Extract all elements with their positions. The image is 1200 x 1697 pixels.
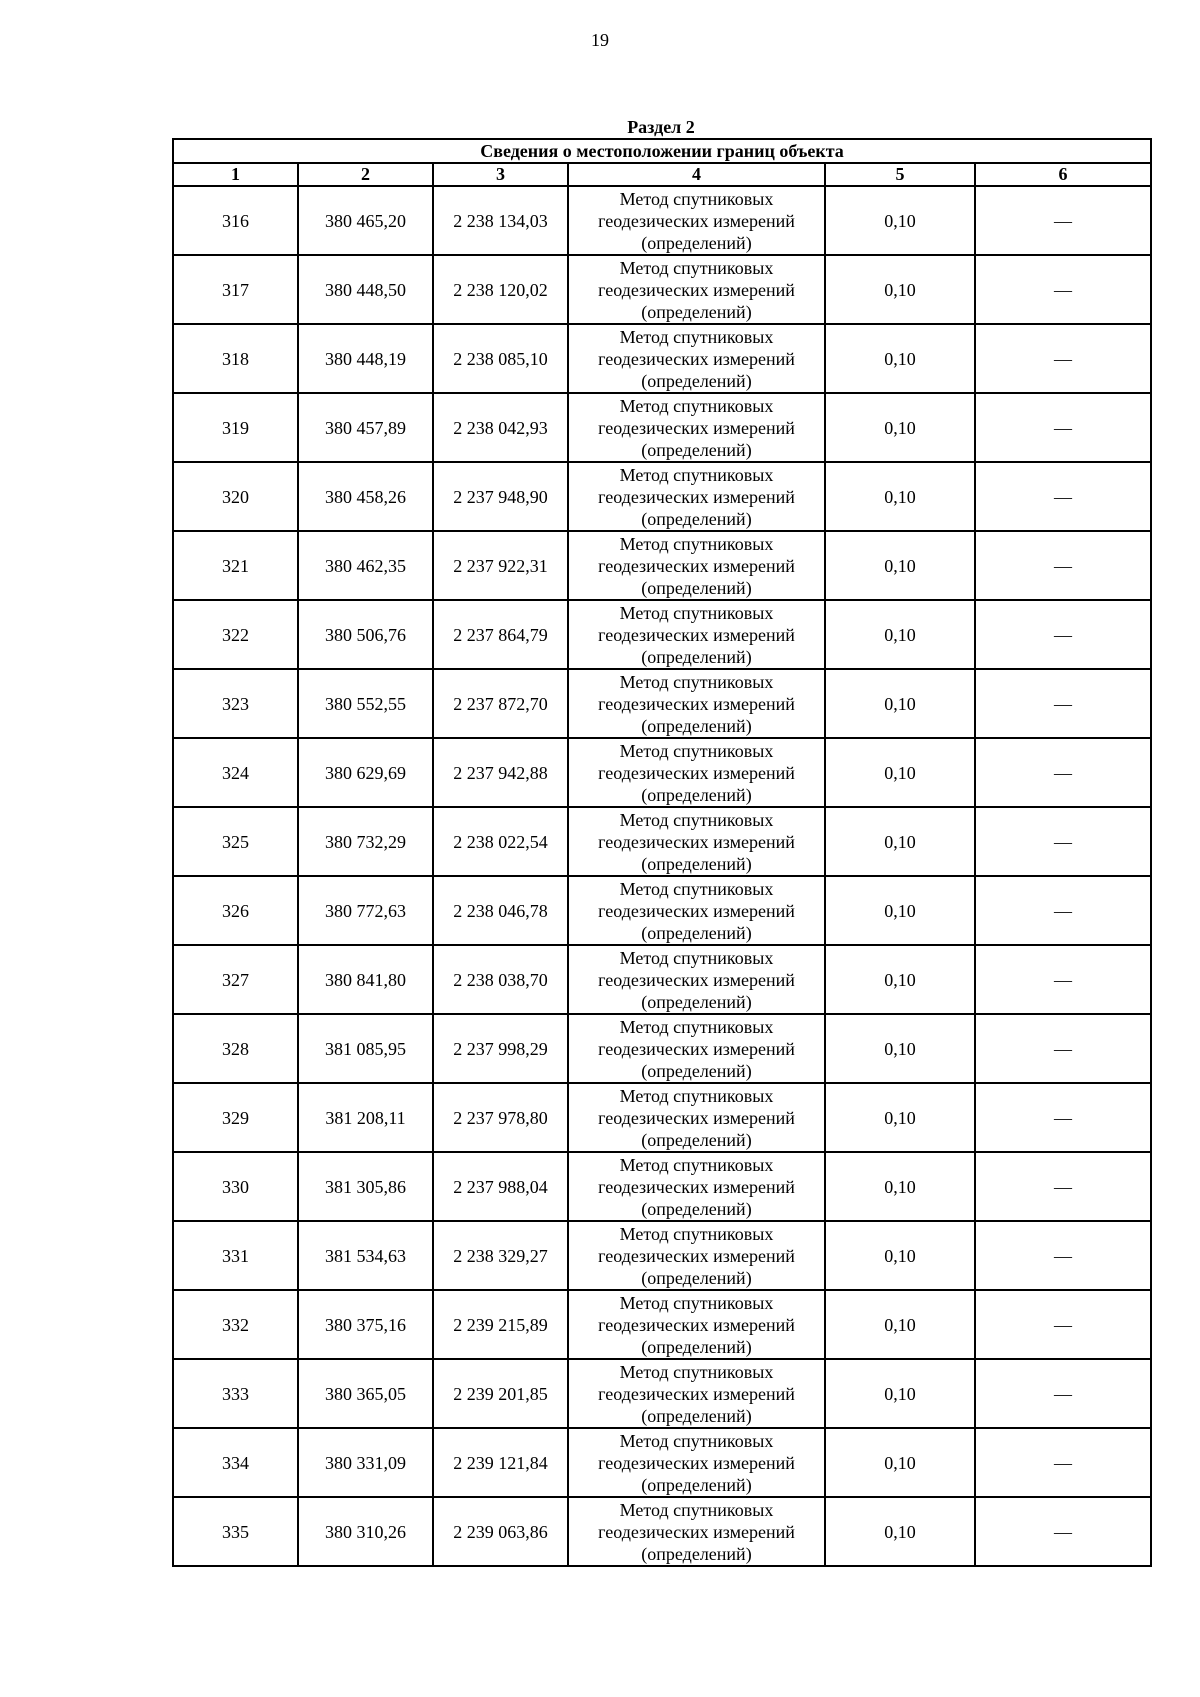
method-line: Метод спутниковых	[619, 1154, 774, 1175]
x-coordinate-cell: 380 365,05	[298, 1359, 433, 1428]
method-line: (определений)	[641, 1336, 752, 1357]
y-coordinate-cell: 2 237 978,80	[433, 1083, 568, 1152]
method-cell	[568, 600, 825, 669]
method-line: (определений)	[641, 232, 752, 253]
method-cell	[568, 1014, 825, 1083]
section-title: Раздел 2	[627, 117, 695, 137]
note-cell: —	[975, 807, 1151, 876]
method-cell	[568, 807, 825, 876]
method-cell	[568, 462, 825, 531]
point-number-cell: 321	[173, 531, 298, 600]
method-line: геодезических измерений	[598, 1452, 795, 1473]
table-row	[173, 1359, 1151, 1428]
table-row	[173, 462, 1151, 531]
table-row	[173, 1497, 1151, 1566]
point-number-cell: 333	[173, 1359, 298, 1428]
point-number-cell: 326	[173, 876, 298, 945]
table-row	[173, 255, 1151, 324]
method-line: геодезических измерений	[598, 486, 795, 507]
method-line: Метод спутниковых	[619, 1430, 774, 1451]
method-cell	[568, 876, 825, 945]
method-cell	[568, 1497, 825, 1566]
method-line: Метод спутниковых	[619, 464, 774, 485]
x-coordinate-cell: 380 506,76	[298, 600, 433, 669]
y-coordinate-cell: 2 237 942,88	[433, 738, 568, 807]
accuracy-cell: 0,10	[825, 186, 975, 255]
point-number-cell: 318	[173, 324, 298, 393]
method-line: геодезических измерений	[598, 1521, 795, 1542]
point-number-cell: 335	[173, 1497, 298, 1566]
note-cell: —	[975, 1290, 1151, 1359]
method-line: (определений)	[641, 646, 752, 667]
method-line: геодезических измерений	[598, 417, 795, 438]
method-line: (определений)	[641, 991, 752, 1012]
note-cell: —	[975, 876, 1151, 945]
method-line: (определений)	[641, 1060, 752, 1081]
table-caption: Сведения о местоположении границ объекта	[173, 139, 1151, 163]
accuracy-cell: 0,10	[825, 1290, 975, 1359]
point-number-cell: 324	[173, 738, 298, 807]
point-number-cell: 320	[173, 462, 298, 531]
note-cell: —	[975, 462, 1151, 531]
method-line: (определений)	[641, 1129, 752, 1150]
note-cell: —	[975, 1152, 1151, 1221]
column-header: 4	[568, 163, 825, 186]
x-coordinate-cell: 380 552,55	[298, 669, 433, 738]
method-line: (определений)	[641, 370, 752, 391]
point-number-cell: 319	[173, 393, 298, 462]
method-line: Метод спутниковых	[619, 809, 774, 830]
method-line: Метод спутниковых	[619, 1499, 774, 1520]
method-line: геодезических измерений	[598, 1245, 795, 1266]
note-cell: —	[975, 1497, 1151, 1566]
point-number-cell: 322	[173, 600, 298, 669]
x-coordinate-cell: 380 375,16	[298, 1290, 433, 1359]
method-line: (определений)	[641, 853, 752, 874]
method-line: (определений)	[641, 439, 752, 460]
column-header: 6	[975, 163, 1151, 186]
method-line: геодезических измерений	[598, 1314, 795, 1335]
x-coordinate-cell: 380 462,35	[298, 531, 433, 600]
y-coordinate-cell: 2 237 948,90	[433, 462, 568, 531]
accuracy-cell: 0,10	[825, 1359, 975, 1428]
accuracy-cell: 0,10	[825, 1497, 975, 1566]
method-line: Метод спутниковых	[619, 1292, 774, 1313]
x-coordinate-cell: 380 448,50	[298, 255, 433, 324]
note-cell: —	[975, 669, 1151, 738]
y-coordinate-cell: 2 238 329,27	[433, 1221, 568, 1290]
method-line: Метод спутниковых	[619, 326, 774, 347]
method-line: геодезических измерений	[598, 831, 795, 852]
accuracy-cell: 0,10	[825, 738, 975, 807]
method-line: Метод спутниковых	[619, 740, 774, 761]
method-line: Метод спутниковых	[619, 602, 774, 623]
method-line: (определений)	[641, 577, 752, 598]
point-number-cell: 323	[173, 669, 298, 738]
accuracy-cell: 0,10	[825, 1221, 975, 1290]
method-line: (определений)	[641, 1474, 752, 1495]
point-number-cell: 316	[173, 186, 298, 255]
method-cell	[568, 1152, 825, 1221]
table-row	[173, 531, 1151, 600]
method-line: (определений)	[641, 1267, 752, 1288]
x-coordinate-cell: 380 732,29	[298, 807, 433, 876]
y-coordinate-cell: 2 238 038,70	[433, 945, 568, 1014]
x-coordinate-cell: 380 448,19	[298, 324, 433, 393]
method-cell	[568, 738, 825, 807]
table-row	[173, 1152, 1151, 1221]
y-coordinate-cell: 2 238 042,93	[433, 393, 568, 462]
method-cell	[568, 324, 825, 393]
method-cell	[568, 186, 825, 255]
accuracy-cell: 0,10	[825, 1428, 975, 1497]
method-cell	[568, 1290, 825, 1359]
note-cell: —	[975, 1221, 1151, 1290]
table-row	[173, 945, 1151, 1014]
y-coordinate-cell: 2 239 201,85	[433, 1359, 568, 1428]
table-row	[173, 1083, 1151, 1152]
point-number-cell: 334	[173, 1428, 298, 1497]
note-cell: —	[975, 1359, 1151, 1428]
x-coordinate-cell: 380 465,20	[298, 186, 433, 255]
point-number-cell: 332	[173, 1290, 298, 1359]
accuracy-cell: 0,10	[825, 393, 975, 462]
point-number-cell: 328	[173, 1014, 298, 1083]
accuracy-cell: 0,10	[825, 462, 975, 531]
x-coordinate-cell: 380 841,80	[298, 945, 433, 1014]
y-coordinate-cell: 2 238 085,10	[433, 324, 568, 393]
method-cell	[568, 945, 825, 1014]
method-cell	[568, 531, 825, 600]
column-header: 2	[298, 163, 433, 186]
table-row	[173, 1014, 1151, 1083]
method-line: Метод спутниковых	[619, 395, 774, 416]
method-line: (определений)	[641, 784, 752, 805]
y-coordinate-cell: 2 237 922,31	[433, 531, 568, 600]
y-coordinate-cell: 2 237 998,29	[433, 1014, 568, 1083]
method-line: Метод спутниковых	[619, 1016, 774, 1037]
note-cell: —	[975, 393, 1151, 462]
x-coordinate-cell: 381 085,95	[298, 1014, 433, 1083]
method-line: геодезических измерений	[598, 624, 795, 645]
note-cell: —	[975, 1428, 1151, 1497]
method-cell	[568, 1083, 825, 1152]
x-coordinate-cell: 381 305,86	[298, 1152, 433, 1221]
method-line: геодезических измерений	[598, 762, 795, 783]
accuracy-cell: 0,10	[825, 531, 975, 600]
note-cell: —	[975, 186, 1151, 255]
method-line: (определений)	[641, 508, 752, 529]
method-line: (определений)	[641, 1405, 752, 1426]
method-cell	[568, 669, 825, 738]
accuracy-cell: 0,10	[825, 1152, 975, 1221]
table-row	[173, 393, 1151, 462]
method-line: (определений)	[641, 301, 752, 322]
x-coordinate-cell: 380 629,69	[298, 738, 433, 807]
point-number-cell: 329	[173, 1083, 298, 1152]
y-coordinate-cell: 2 239 215,89	[433, 1290, 568, 1359]
table-row	[173, 1221, 1151, 1290]
y-coordinate-cell: 2 238 134,03	[433, 186, 568, 255]
method-line: (определений)	[641, 715, 752, 736]
x-coordinate-cell: 380 458,26	[298, 462, 433, 531]
note-cell: —	[975, 1083, 1151, 1152]
method-line: Метод спутниковых	[619, 878, 774, 899]
x-coordinate-cell: 381 534,63	[298, 1221, 433, 1290]
method-line: Метод спутниковых	[619, 947, 774, 968]
y-coordinate-cell: 2 237 988,04	[433, 1152, 568, 1221]
method-line: геодезических измерений	[598, 693, 795, 714]
accuracy-cell: 0,10	[825, 1014, 975, 1083]
x-coordinate-cell: 380 772,63	[298, 876, 433, 945]
table-row	[173, 738, 1151, 807]
method-line: геодезических измерений	[598, 1383, 795, 1404]
x-coordinate-cell: 380 331,09	[298, 1428, 433, 1497]
method-cell	[568, 393, 825, 462]
table-row	[173, 324, 1151, 393]
table-row	[173, 669, 1151, 738]
x-coordinate-cell: 380 310,26	[298, 1497, 433, 1566]
note-cell: —	[975, 255, 1151, 324]
point-number-cell: 331	[173, 1221, 298, 1290]
y-coordinate-cell: 2 239 063,86	[433, 1497, 568, 1566]
method-line: Метод спутниковых	[619, 188, 774, 209]
table-body	[173, 186, 1151, 1566]
note-cell: —	[975, 945, 1151, 1014]
accuracy-cell: 0,10	[825, 600, 975, 669]
method-line: (определений)	[641, 922, 752, 943]
note-cell: —	[975, 1014, 1151, 1083]
accuracy-cell: 0,10	[825, 1083, 975, 1152]
point-number-cell: 325	[173, 807, 298, 876]
boundary-coordinates-table	[172, 138, 1152, 1567]
method-line: Метод спутниковых	[619, 1085, 774, 1106]
table-row	[173, 186, 1151, 255]
table-row	[173, 600, 1151, 669]
table-row	[173, 1428, 1151, 1497]
y-coordinate-cell: 2 237 872,70	[433, 669, 568, 738]
method-line: геодезических измерений	[598, 1038, 795, 1059]
column-header-row	[173, 163, 1151, 186]
table-row	[173, 1290, 1151, 1359]
method-cell	[568, 1428, 825, 1497]
method-line: геодезических измерений	[598, 348, 795, 369]
accuracy-cell: 0,10	[825, 324, 975, 393]
column-header: 1	[173, 163, 298, 186]
table-row	[173, 807, 1151, 876]
accuracy-cell: 0,10	[825, 876, 975, 945]
accuracy-cell: 0,10	[825, 807, 975, 876]
method-line: Метод спутниковых	[619, 1223, 774, 1244]
y-coordinate-cell: 2 239 121,84	[433, 1428, 568, 1497]
method-line: (определений)	[641, 1198, 752, 1219]
column-header: 5	[825, 163, 975, 186]
method-line: геодезических измерений	[598, 1176, 795, 1197]
y-coordinate-cell: 2 238 046,78	[433, 876, 568, 945]
method-cell	[568, 1359, 825, 1428]
column-header: 3	[433, 163, 568, 186]
method-line: Метод спутниковых	[619, 1361, 774, 1382]
method-cell	[568, 1221, 825, 1290]
y-coordinate-cell: 2 238 120,02	[433, 255, 568, 324]
y-coordinate-cell: 2 237 864,79	[433, 600, 568, 669]
method-line: геодезических измерений	[598, 555, 795, 576]
note-cell: —	[975, 531, 1151, 600]
method-line: геодезических измерений	[598, 969, 795, 990]
method-line: геодезических измерений	[598, 279, 795, 300]
method-line: Метод спутниковых	[619, 533, 774, 554]
x-coordinate-cell: 380 457,89	[298, 393, 433, 462]
note-cell: —	[975, 600, 1151, 669]
method-line: (определений)	[641, 1543, 752, 1564]
point-number-cell: 330	[173, 1152, 298, 1221]
method-line: геодезических измерений	[598, 900, 795, 921]
note-cell: —	[975, 324, 1151, 393]
method-cell	[568, 255, 825, 324]
method-line: геодезических измерений	[598, 1107, 795, 1128]
page-number: 19	[591, 30, 609, 50]
note-cell: —	[975, 738, 1151, 807]
x-coordinate-cell: 381 208,11	[298, 1083, 433, 1152]
point-number-cell: 327	[173, 945, 298, 1014]
y-coordinate-cell: 2 238 022,54	[433, 807, 568, 876]
method-line: Метод спутниковых	[619, 671, 774, 692]
accuracy-cell: 0,10	[825, 255, 975, 324]
method-line: Метод спутниковых	[619, 257, 774, 278]
method-line: геодезических измерений	[598, 210, 795, 231]
point-number-cell: 317	[173, 255, 298, 324]
accuracy-cell: 0,10	[825, 669, 975, 738]
accuracy-cell: 0,10	[825, 945, 975, 1014]
table-row	[173, 876, 1151, 945]
